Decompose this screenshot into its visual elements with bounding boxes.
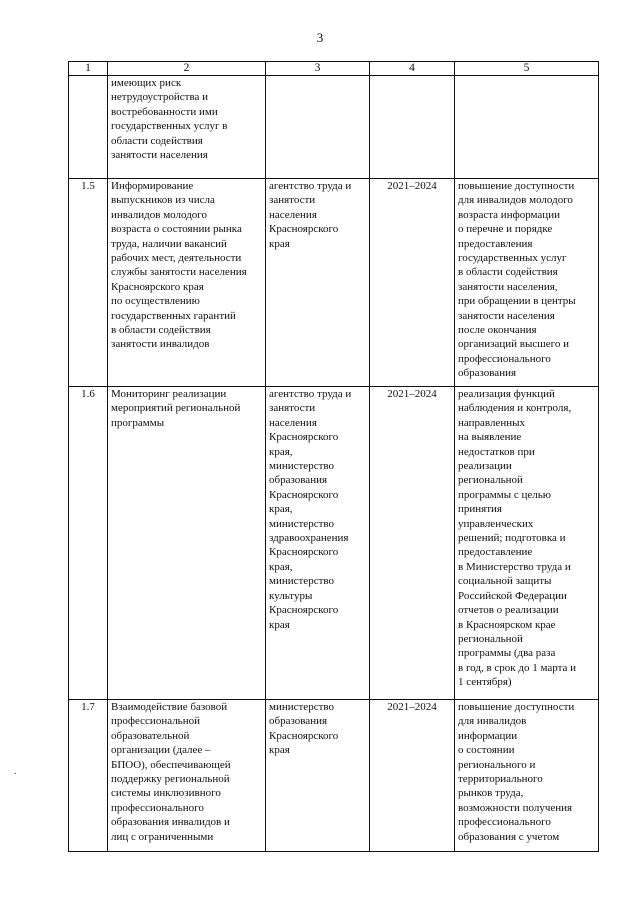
margin-mark: .	[14, 766, 17, 777]
result-cell	[455, 76, 599, 179]
row-number: 1.7	[69, 700, 108, 852]
row-number: 1.5	[69, 179, 108, 387]
activities-table	[68, 61, 599, 852]
header-col-5: 5	[455, 62, 599, 76]
table-row	[69, 700, 599, 852]
header-col-2: 2	[108, 62, 266, 76]
executor-cell: агентство труда и занятости населения Красноярского края	[266, 179, 370, 387]
action-cell: Взаимодействие базовой профессиональной образовательной организации (далее – БПОО), обеспечивающей поддержку региональной системы инклюзивного профессионального образования инвалидов и лиц с ограниченными	[108, 700, 266, 852]
executor-cell: агентство труда и занятости населения Красноярского края, министерство образования Красноярского края, министерство здравоохранения Красноярского края, министерство культуры Красноярского края	[266, 387, 370, 700]
table-header-row	[69, 62, 599, 76]
period-cell: 2021–2024	[370, 179, 455, 387]
action-cell: Мониторинг реализации мероприятий региональной программы	[108, 387, 266, 700]
executor-cell: министерство образования Красноярского края	[266, 700, 370, 852]
table-row	[69, 179, 599, 387]
period-cell: 2021–2024	[370, 700, 455, 852]
executor-cell	[266, 76, 370, 179]
row-number	[69, 76, 108, 179]
header-col-4: 4	[370, 62, 455, 76]
page-number: 3	[316, 30, 324, 45]
table-row	[69, 76, 599, 179]
result-cell: реализация функций наблюдения и контроля, направленных на выявление недостатков при реализации региональной программы с целью принятия управленческих решений; подготовка и предоставление в Министерство труда и социальной защиты Российской Федерации отчетов о реализации в Красноярском крае региональной программы (два раза в год, в срок до 1 марта и 1 сентября)	[455, 387, 599, 700]
table-row	[69, 387, 599, 700]
row-number: 1.6	[69, 387, 108, 700]
header-col-1: 1	[69, 62, 108, 76]
period-cell	[370, 76, 455, 179]
action-cell: имеющих риск нетрудоустройства и востребованности ими государственных услуг в области содействия занятости населения	[108, 76, 266, 179]
action-cell: Информирование выпускников из числа инвалидов молодого возраста о состоянии рынка труда, наличии вакансий рабочих мест, деятельности службы занятости населения Красноярского края по осуществлению государственных гарантий в области содействия занятости инвалидов	[108, 179, 266, 387]
result-cell: повышение доступности для инвалидов молодого возраста информации о перечне и порядке предоставления государственных услуг в области содействия занятости населения, при обращении в центры занятости населения после окончания организаций высшего и профессионального образования	[455, 179, 599, 387]
result-cell: повышение доступности для инвалидов информации о состоянии регионального и территориального рынков труда, возможности получения профессионального образования с учетом	[455, 700, 599, 852]
period-cell: 2021–2024	[370, 387, 455, 700]
header-col-3: 3	[266, 62, 370, 76]
